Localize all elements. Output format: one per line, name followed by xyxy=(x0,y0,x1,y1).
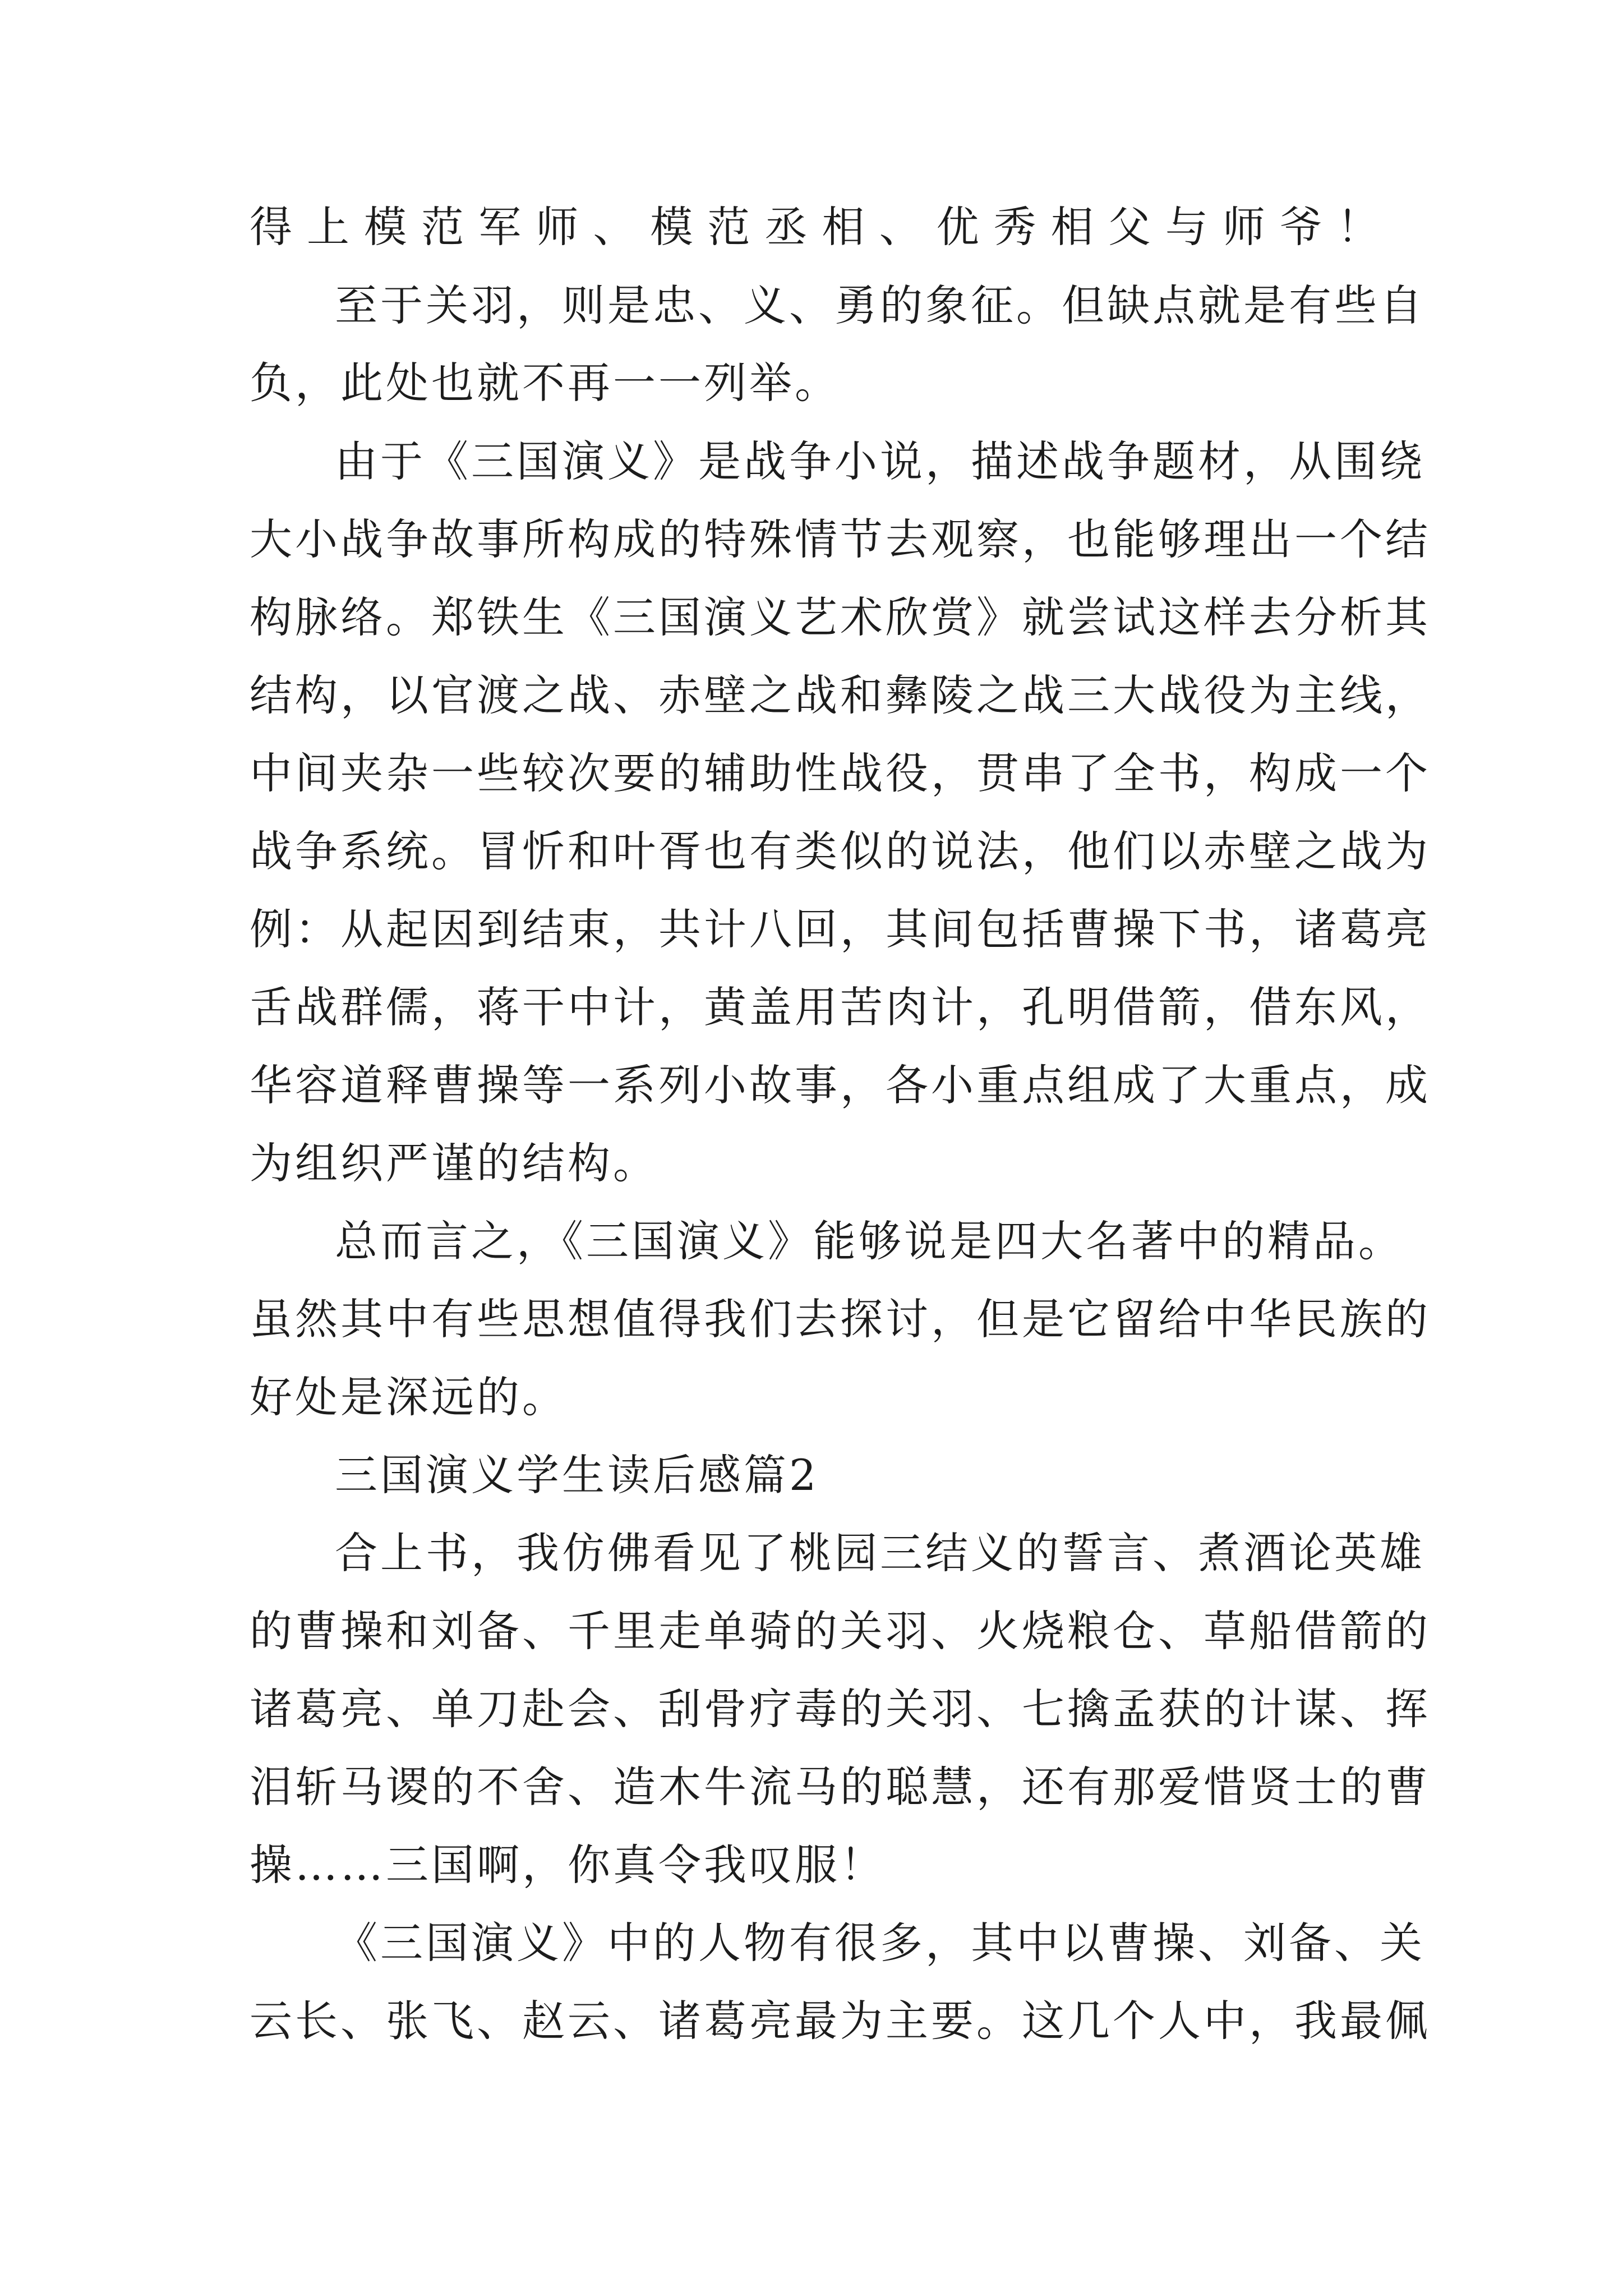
text-line: 泪斩马谡的不舍、造木牛流马的聪慧，还有那爱惜贤士的曹 xyxy=(250,1762,1431,1812)
text-line: 战争系统。冒忻和叶胥也有类似的说法，他们以赤壁之战为 xyxy=(250,826,1431,876)
paragraph-start-line: 由于《三国演义》是战争小说，描述战争题材，从围绕 xyxy=(335,436,1425,486)
text-line: 的曹操和刘备、千里走单骑的关羽、火烧粮仓、草船借箭的 xyxy=(250,1606,1431,1656)
text-line: 结构，以官渡之战、赤壁之战和彝陵之战三大战役为主线， xyxy=(250,670,1431,720)
text-line: 虽然其中有些思想值得我们去探讨，但是它留给中华民族的 xyxy=(250,1294,1431,1344)
paragraph-start-line: 总而言之，《三国演义》能够说是四大名著中的精品。 xyxy=(335,1216,1404,1266)
paragraph-start-line: 合上书，我仿佛看见了桃园三结义的誓言、煮酒论英雄 xyxy=(335,1528,1425,1578)
text-line: 构脉络。郑铁生《三国演义艺术欣赏》就尝试这样去分析其 xyxy=(250,592,1431,642)
text-line: 负，此处也就不再一一列举。 xyxy=(250,358,840,408)
text-line: 例：从起因到结束，共计八回，其间包括曹操下书，诸葛亮 xyxy=(250,904,1431,954)
text-line: 好处是深远的。 xyxy=(250,1372,568,1422)
text-line: 舌战群儒，蒋干中计，黄盖用苦肉计，孔明借箭，借东风， xyxy=(250,982,1431,1032)
paragraph-start-line: 至于关羽，则是忠、义、勇的象征。但缺点就是有些自 xyxy=(335,280,1425,330)
text-line: 云长、张飞、赵云、诸葛亮最为主要。这几个人中，我最佩 xyxy=(250,1996,1431,2046)
text-line: 诸葛亮、单刀赴会、刮骨疗毒的关羽、七擒孟获的计谋、挥 xyxy=(250,1684,1431,1734)
text-line: 中间夹杂一些较次要的辅助性战役，贯串了全书，构成一个 xyxy=(250,748,1431,798)
text-line: 大小战争故事所构成的特殊情节去观察，也能够理出一个结 xyxy=(250,514,1431,564)
text-line: 操……三国啊，你真令我叹服！ xyxy=(250,1840,886,1890)
paragraph-start-line: 《三国演义》中的人物有很多，其中以曹操、刘备、关 xyxy=(335,1918,1425,1968)
text-line: 得上模范军师、模范丞相、优秀相父与师爷！ xyxy=(250,202,1382,252)
section-heading: 三国演义学生读后感篇2 xyxy=(335,1450,819,1500)
text-line: 为组织严谨的结构。 xyxy=(250,1138,658,1188)
text-line: 华容道释曹操等一系列小故事，各小重点组成了大重点，成 xyxy=(250,1060,1431,1110)
